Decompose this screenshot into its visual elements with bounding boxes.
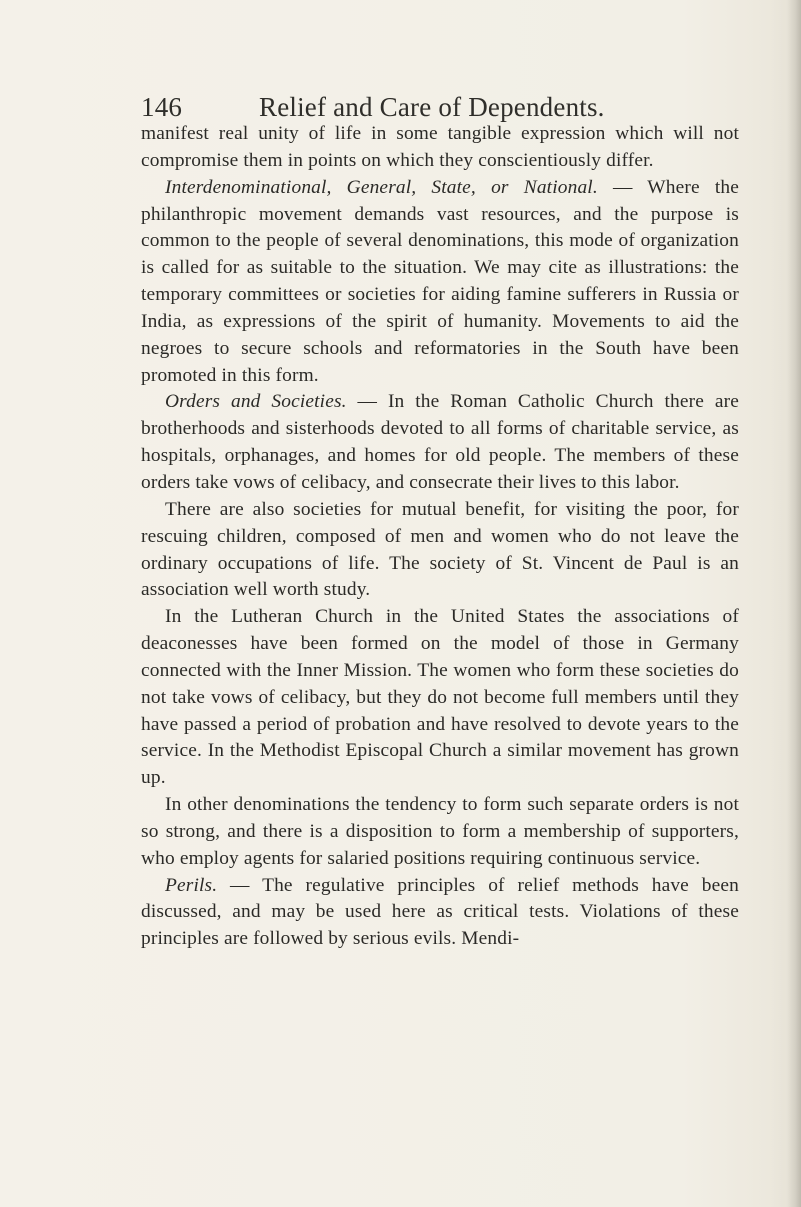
paragraph-perils [141,873,739,954]
paragraph-text: manifest real unity of life in some tangible expression which will not compromise them in points on which they conscientiously differ. [141,123,739,171]
paragraph-mutual-benefit [141,497,739,604]
paragraph-text: — Where the philanthropic movement demands vast resources, and the purpose is common to the people of several denominations, this mode of organization is called for as suitable to the situation. We may cite as illustrations: the temporary committees or societies for aiding famine sufferers in Russia or India, as expressions of the spirit of humanity. Movements to aid the negroes to secure schools and reformatories in the South have been promoted in this form. [141,176,739,386]
paragraph-text: — The regulative principles of relief methods have been discussed, and may be used here as critical tests. Violations of these principles are followed by serious evils. Mendi- [141,874,739,950]
paragraph-text: In other denominations the tendency to form such separate orders is not so strong, and there is a disposition to form a membership of supporters, who employ agents for salaried positions requiring continuous service. [141,794,739,869]
paragraph-text: There are also societies for mutual benefit, for visiting the poor, for rescuing children, composed of men and women who do not leave the ordinary occupations of life. The society of St. Vincent de Paul is an association well worth study. [141,498,739,601]
paragraph-orders-and-societies [141,389,739,496]
body-text [141,121,739,953]
running-title: Relief and Care of Dependents. [259,92,605,122]
page-number: 146 [141,92,183,122]
paragraph-text: In the Lutheran Church in the United States the associations of deaconesses have been formed on the model of those in Germany connected with the Inner Mission. The women who form these societies do not take vows of celibacy, but they do not become full members until they have passed a period of probation and have resolved to devote years to the service. In the Methodist Episcopal Church a similar movement has grown up. [141,606,739,789]
paragraph-interdenominational [141,175,739,390]
section-heading: Interdenominational, General, State, or National. [165,176,598,198]
paragraph-continuation [141,121,739,175]
paragraph-other-denominations [141,792,739,873]
paragraph-text: — In the Roman Catholic Church there are brotherhoods and sisterhoods devoted to all forms of charitable service, as hospitals, orphanages, and homes for old people. The members of these orders take vows of celibacy, and consecrate their lives to this labor. [141,391,740,493]
paragraph-lutheran [141,604,739,792]
section-heading: Orders and Societies. [165,391,347,413]
page-edge-shadow [787,0,801,1207]
section-heading: Perils. [165,874,218,896]
